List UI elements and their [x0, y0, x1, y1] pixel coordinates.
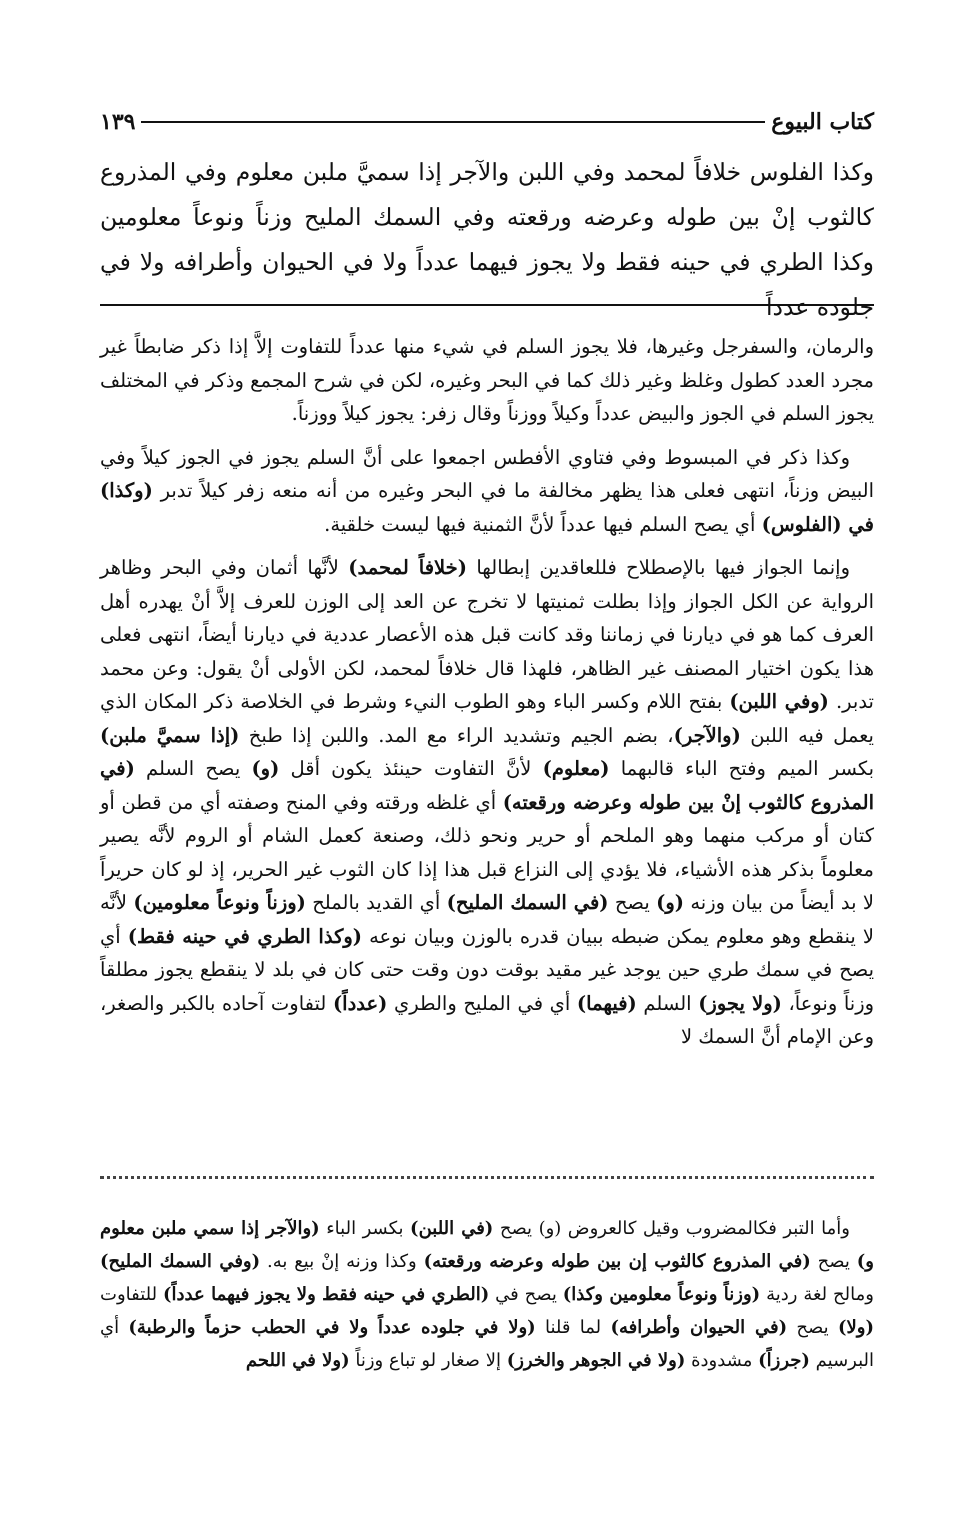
text-span: بكسر الميم وفتح الباء قالبهما: [620, 757, 875, 780]
text-span: أي يصح السلم فيها عدداً لأنَّ الثمنية فيها ليست خلقية.: [324, 512, 756, 536]
quoted-term: (وزناً ونوعاً معلومين وكذا): [562, 1284, 761, 1305]
quoted-term: (في اللبن): [410, 1218, 494, 1239]
quoted-term: (في الحيوان وأطرافه): [610, 1317, 788, 1338]
header-rule: [141, 121, 765, 123]
commentary-paragraph-1: والرمان، والسفرجل وغيرها، فلا يجوز السلم في شيء منها عدداً للتفاوت إلاَّ إذا ذكر ضابطاً غير مجرد العدد كطول وغلظ وغير ذلك كما في البحر وغيره، لكن في شرح المجمع وذكر في المختلف يجوز السلم في الجوز والبيض عدداً وكيلاً ووزناً وقال زفر: يجوز كيلاً ووزناً.: [100, 335, 874, 425]
quoted-term: (عدداً): [332, 991, 388, 1015]
footnotes: [100, 1212, 874, 1377]
quoted-term: (وكذا) في (الفلوس): [100, 479, 874, 536]
quoted-term: (وكذا الطري في حينه فقط): [127, 924, 363, 948]
main-text: وكذا الفلوس خلافاً لمحمد وفي اللبن والآجر إذا سميَّ ملبن معلوم وفي المذروع كالثوب إنْ بين طوله وعرضه ورقعته وفي السمك المليح وزناً ونوعاً معلومين وكذا الطري في حينه فقط ولا يجوز فيهما عدداً ولا في الحيوان وأطرافه ولا في جلوده عدداً: [100, 158, 874, 321]
page-number: ١٣٩: [100, 109, 136, 135]
text-span: لأنَّه لا ينقطع وهو معلوم يمكن ضبطه ببيان قدره بالوزن وبيان نوعه: [100, 891, 874, 948]
commentary: [100, 330, 874, 1064]
quoted-term: (ولا): [837, 1317, 874, 1338]
text-span: للتفاوت: [100, 1284, 158, 1305]
text-span: يصح: [614, 891, 650, 914]
dotted-divider: [100, 1176, 874, 1179]
quoted-term: (إذا سميَّ ملبن): [100, 723, 240, 747]
quoted-term: (وفي اللبن): [729, 690, 829, 713]
text-span: يصح: [796, 1317, 829, 1338]
quoted-term: (والآجر إذا سمي ملبن معلوم و): [100, 1218, 874, 1272]
text-span: مشدودة: [691, 1350, 753, 1371]
quoted-term: (و): [656, 891, 684, 914]
quoted-term: (و): [251, 757, 280, 780]
main-text-divider: [100, 304, 874, 306]
quoted-term: (وفي السمك المليح): [100, 1251, 261, 1272]
text-span: لأنَّ التفاوت حينئذ يكون أقل: [290, 757, 532, 780]
quoted-term: (الطري في حينه فقط ولا يجوز فيهما عدداً): [162, 1284, 490, 1305]
running-header: [100, 104, 874, 140]
quoted-term: (ولا في جلوده عدداً ولا في الحطب حزماً والرطبة): [128, 1317, 536, 1338]
text-span: لتفاوت آحاده بالكبر والصغر، وعن الإمام أنَّ السمك لا: [100, 991, 874, 1048]
quoted-term: (والآجر): [673, 723, 741, 747]
quoted-term: (معلوم): [542, 757, 610, 780]
text-span: السلم: [643, 991, 692, 1015]
text-span: وأما التبر فكالمضروب وقيل كالعروض (و) يصح: [499, 1218, 850, 1239]
chapter-title: كتاب البيوع: [771, 109, 874, 135]
text-span: ، بضم الجيم وتشديد الراء مع المد. واللبن إذا طبخ: [248, 723, 674, 747]
quoted-term: (فيهما): [576, 991, 637, 1015]
text-span: أي في المليح والطري: [393, 991, 571, 1015]
quoted-term: (جرزاً): [758, 1350, 810, 1371]
quoted-term: (وزناً ونوعاً معلومين): [133, 891, 306, 914]
text-span: وإنما الجواز فيها بالإصطلاح فللعاقدين إبطالها: [476, 556, 851, 579]
text-span: لأنَّها أثمان وفي البحر وظاهر الرواية عن الكل الجواز وإذا بطلت ثمنيتها لا تخرج عن العد إلى الوزن للعرف إلاَّ أنْ يهدره أهل العرف كما هو في ديارنا في زماننا وقد كانت قبل هذه الأعصار عددية في ديارنا أيضاً، انتهى فعلى هذا يكون اختيار المصنف غير الظاهر، فلهذا قال خلافاً لمحمد، لكن الأولى أنْ يقول: وعن محمد تدبر.: [100, 556, 874, 713]
quoted-term: (ولا في الجوهر والخرز): [506, 1350, 686, 1371]
text-span: يصح في: [495, 1284, 557, 1305]
text-span: لما قلنا: [545, 1317, 602, 1338]
footnote-paragraph: [100, 1212, 874, 1377]
text-span: ومالح لغة ردية: [766, 1284, 874, 1305]
quoted-term: (ولا في اللحم: [245, 1350, 350, 1371]
text-span: يصح السلم: [145, 757, 241, 780]
text-span: أي غلظه ورقته وفي المنح وصفته أي من قطن أو كتان أو مركب منهما وهو الملحم أو حرير ونحو ذلك، وصنعة كعمل الشام أو الروم لأنَّه يصير معلوماً بذكر هذه الأشياء، فلا يؤدي إلى النزاع قبل هذا إذا كان الثوب غير الحرير، إذ لو كان حريراً لا بد أيضاً من بيان وزنه: [100, 790, 874, 914]
commentary-paragraph-3: [100, 551, 874, 1054]
quoted-term: (في المذروع كالثوب إن بين طوله وعرضه ورقعته): [423, 1251, 811, 1272]
text-span: إلا صغار لو تباع وزناً: [355, 1350, 501, 1371]
text-span: أي القديد بالملح: [312, 891, 441, 914]
quoted-term: (خلافاً لمحمد): [348, 556, 467, 579]
quoted-term: (ولا يجوز): [698, 991, 782, 1015]
text-span: وكذا وزنه إنْ بيع به.: [266, 1251, 417, 1272]
quoted-term: (في المذروع كالثوب إنْ بين طوله وعرضه ورقعته): [100, 757, 874, 814]
text-span: بفتح اللام وكسر الباء وهو الطوب النيء وشرط في الخلاصة ذكر المكان الذي يعمل فيه اللبن: [100, 690, 874, 747]
text-span: يصح: [817, 1251, 850, 1272]
commentary-paragraph-2: [100, 441, 874, 542]
text-span: أي البرسيم: [100, 1317, 874, 1371]
quoted-term: (في السمك المليح): [446, 891, 609, 914]
text-span: أي يصح في سمك طري حين يوجد غير مقيد بوقت دون وقت حتى كان في بلد لا ينقطع يجوز مطلقاً وزناً ونوعاً،: [100, 924, 875, 1015]
text-span: بكسر الباء: [326, 1218, 404, 1239]
text-span: وكذا ذكر في المبسوط وفي فتاوي الأفطس اجمعوا على أنَّ السلم يجوز في الجوز كيلاً وفي البيض وزناً، انتهى فعلى هذا يظهر مخالفة ما في البحر وغيره من أنه منعه زفر كيلاً تدبر: [100, 445, 874, 502]
